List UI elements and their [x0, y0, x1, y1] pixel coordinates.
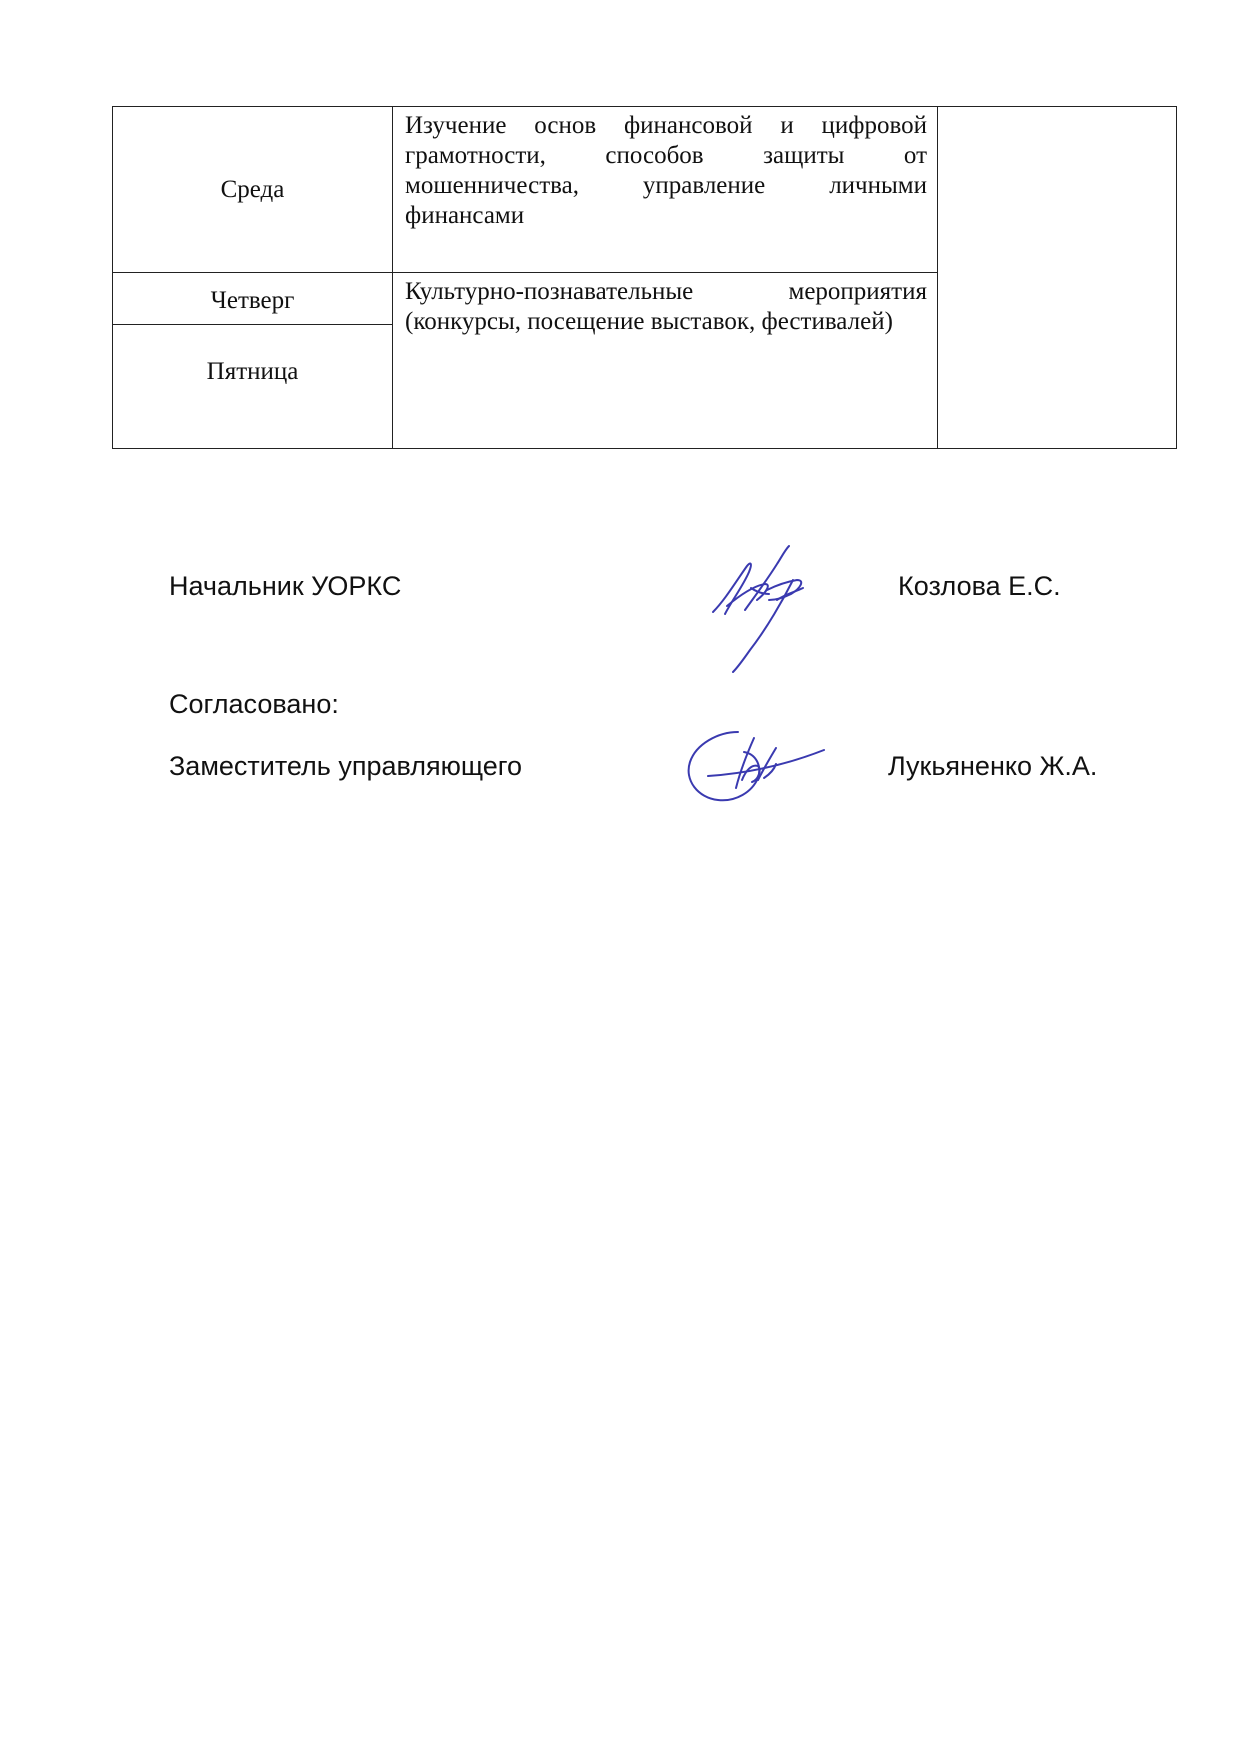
- head-title: Начальник УОРКС: [169, 571, 402, 601]
- activity-cell: [393, 107, 938, 273]
- day-cell: [113, 107, 393, 273]
- head-name: Козлова Е.С.: [898, 571, 1061, 601]
- agreed-label: Согласовано:: [169, 689, 339, 719]
- activity-text: Культурно-познавательные мероприятия (конкурсы, посещение выставок, фестивалей): [405, 278, 927, 335]
- day-label: Среда: [220, 175, 285, 203]
- day-label: Пятница: [206, 358, 299, 385]
- deputy-name: Лукьяненко Ж.А.: [888, 751, 1098, 781]
- head-signature: [705, 540, 835, 675]
- day-label: Четверг: [210, 286, 295, 314]
- notes-cell: [938, 107, 1177, 449]
- deputy-signature: [678, 718, 828, 806]
- table-row: [113, 107, 1177, 273]
- day-cell: [113, 273, 393, 325]
- schedule-table: [112, 106, 1177, 449]
- activity-cell: [393, 273, 938, 449]
- day-cell: [113, 325, 393, 449]
- activity-text: Изучение основ финансовой и цифровой грамотности, способов защиты от мошенничества, управление личными финансами: [405, 112, 927, 229]
- deputy-title: Заместитель управляющего: [169, 751, 523, 781]
